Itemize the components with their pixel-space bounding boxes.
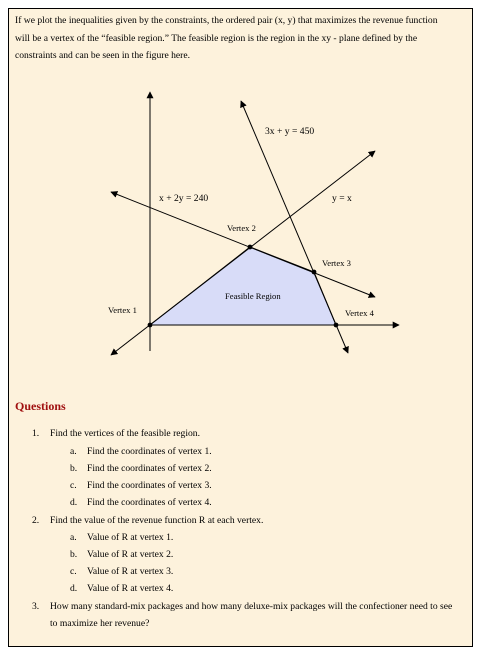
vertex-2-label: Vertex 2 bbox=[227, 223, 256, 233]
vertex-1-label: Vertex 1 bbox=[108, 305, 137, 315]
question-1a-text: Find the coordinates of vertex 1. bbox=[87, 446, 212, 457]
question-2c-letter: c. bbox=[70, 566, 77, 577]
intro-line-3: constraints and can be seen in the figure here. bbox=[15, 50, 191, 61]
question-1c-letter: c. bbox=[70, 480, 77, 491]
question-3-text-line-1: How many standard-mix packages and how many deluxe-mix packages will the confectioner need to see bbox=[50, 601, 453, 612]
intro-line-1: If we plot the inequalities given by the constraints, the ordered pair (x, y) that maximizes the revenue function bbox=[15, 15, 438, 26]
vertex-3-point bbox=[312, 270, 317, 275]
question-3-text-line-2: to maximize her revenue? bbox=[50, 618, 150, 629]
vertex-3-label: Vertex 3 bbox=[322, 258, 351, 268]
question-3-number: 3. bbox=[32, 601, 40, 612]
vertex-1-point bbox=[148, 323, 153, 328]
question-2d-letter: d. bbox=[70, 583, 78, 594]
vertex-2-point bbox=[248, 245, 253, 250]
question-1a-letter: a. bbox=[70, 446, 77, 457]
question-1b-text: Find the coordinates of vertex 2. bbox=[87, 463, 212, 474]
intro-line-2: will be a vertex of the “feasible region.” The feasible region is the region in the xy - plane defined by the bbox=[15, 32, 418, 44]
question-2-number: 2. bbox=[32, 515, 40, 526]
questions-heading: Questions bbox=[15, 399, 66, 413]
document-frame bbox=[8, 8, 473, 647]
question-1-number: 1. bbox=[32, 428, 40, 439]
question-1-text: Find the vertices of the feasible region. bbox=[50, 428, 200, 439]
question-2b-letter: b. bbox=[70, 549, 78, 560]
eq-label-3x-plus-y: 3x + y = 450 bbox=[265, 126, 315, 137]
eq-label-y-equals-x: y = x bbox=[332, 193, 352, 204]
question-1c-text: Find the coordinates of vertex 3. bbox=[87, 480, 212, 491]
question-2a-letter: a. bbox=[70, 532, 77, 543]
question-1b-letter: b. bbox=[70, 463, 78, 474]
feasible-region-label: Feasible Region bbox=[225, 291, 281, 301]
question-2c-text: Value of R at vertex 3. bbox=[87, 566, 174, 577]
question-2d-text: Value of R at vertex 4. bbox=[87, 583, 174, 594]
vertex-4-label: Vertex 4 bbox=[345, 308, 374, 318]
eq-label-x-plus-2y: x + 2y = 240 bbox=[159, 193, 209, 204]
question-2-text: Find the value of the revenue function R at each vertex. bbox=[50, 515, 264, 526]
question-2b-text: Value of R at vertex 2. bbox=[87, 549, 174, 560]
question-2a-text: Value of R at vertex 1. bbox=[87, 532, 174, 543]
question-1d-text: Find the coordinates of vertex 4. bbox=[87, 497, 212, 508]
question-1d-letter: d. bbox=[70, 497, 78, 508]
vertex-4-point bbox=[334, 323, 339, 328]
feasible-region-figure bbox=[9, 9, 472, 394]
